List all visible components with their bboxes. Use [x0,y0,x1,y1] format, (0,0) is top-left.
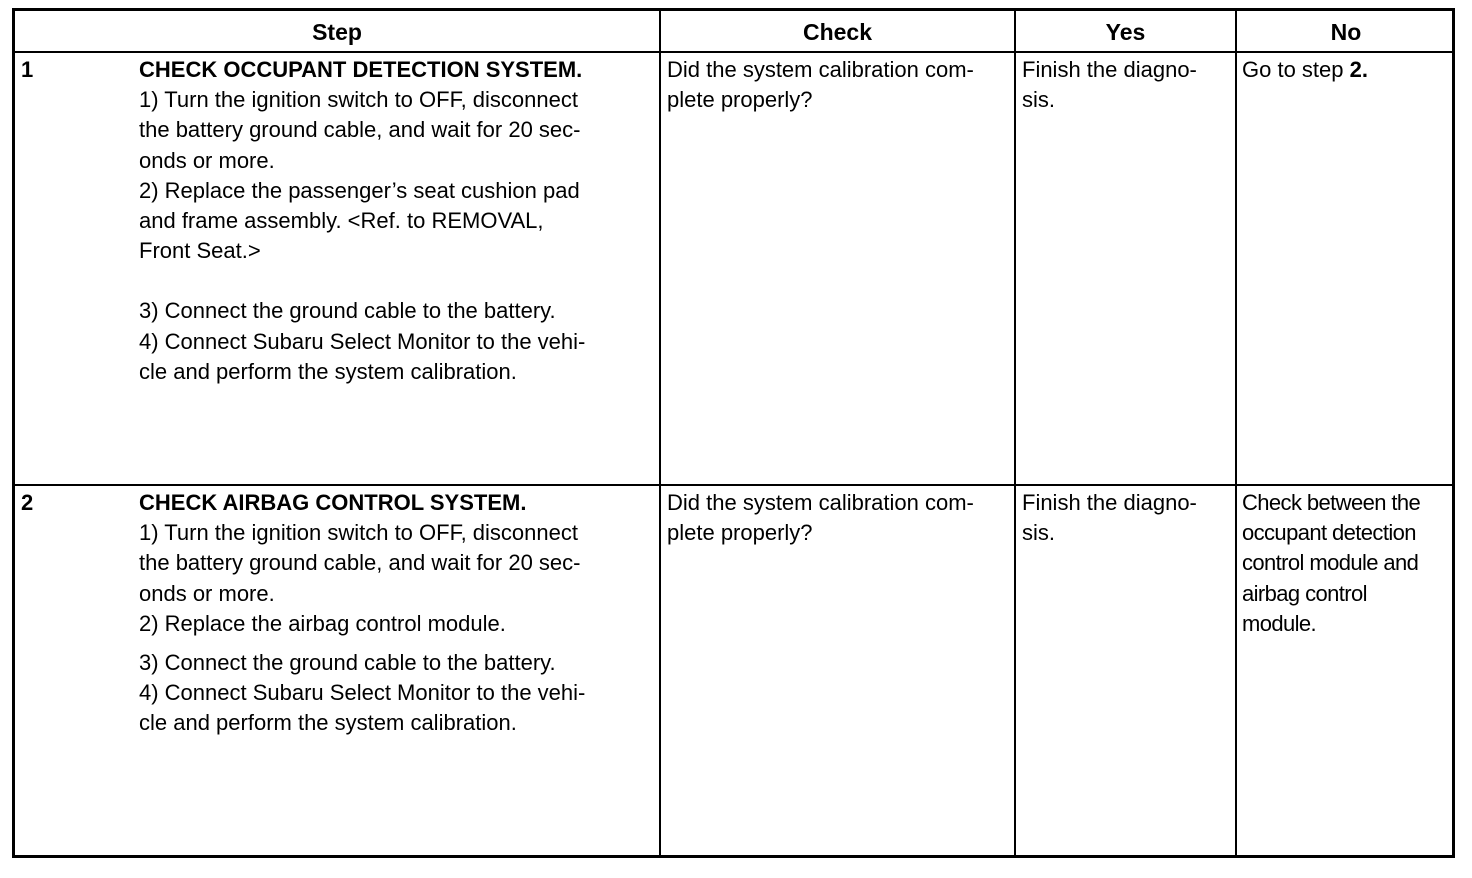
diagnostic-table [12,8,1455,858]
step-line: 3) Connect the ground cable to the battery. [139,298,556,324]
header-step: Step [312,19,362,45]
step-reference: 2. [1349,57,1368,82]
header-yes: Yes [1105,19,1146,45]
step-line: onds or more. [139,147,275,173]
row-divider [15,484,1452,486]
check-question: Did the system calibration com- plete properly? [667,57,974,113]
column-divider [1014,11,1016,855]
step-line: 3) Connect the ground cable to the battery. [139,650,556,676]
step-title: CHECK AIRBAG CONTROL SYSTEM. [139,490,527,515]
header-no: No [1330,19,1362,45]
step-line: 1) Turn the ignition switch to OFF, disconnect [139,520,578,546]
no-action-text: Go to step [1242,57,1350,82]
step-line: Front Seat.> [139,238,261,264]
column-divider [1235,11,1237,855]
header-check: Check [802,19,873,45]
no-action: Check between the occupant detection control module and airbag control module. [1242,490,1421,636]
step-line: 1) Turn the ignition switch to OFF, disconnect [139,87,578,113]
step-line: onds or more. [139,580,275,606]
step-line: cle and perform the system calibration. [139,358,517,384]
step-number: 2 [21,490,34,515]
step-line: 2) Replace the airbag control module. [139,610,506,636]
check-question: Did the system calibration com- plete properly? [667,490,974,546]
step-line: and frame assembly. <Ref. to REMOVAL, [139,208,544,234]
yes-action: Finish the diagno- sis. [1022,57,1197,113]
step-line: the battery ground cable, and wait for 20 sec- [139,117,581,143]
step-line: 4) Connect Subaru Select Monitor to the vehi- [139,680,586,706]
step-line: 4) Connect Subaru Select Monitor to the vehi- [139,328,586,354]
step-line: cle and perform the system calibration. [139,710,517,736]
step-line: 2) Replace the passenger’s seat cushion pad [139,177,580,203]
step-instructions [139,55,655,387]
step-title: CHECK OCCUPANT DETECTION SYSTEM. [139,57,583,82]
column-divider [659,11,661,855]
step-instructions [139,488,655,739]
yes-action: Finish the diagno- sis. [1022,490,1197,546]
step-number: 1 [21,57,34,82]
step-line: the battery ground cable, and wait for 20 sec- [139,550,581,576]
no-action [1242,55,1368,85]
